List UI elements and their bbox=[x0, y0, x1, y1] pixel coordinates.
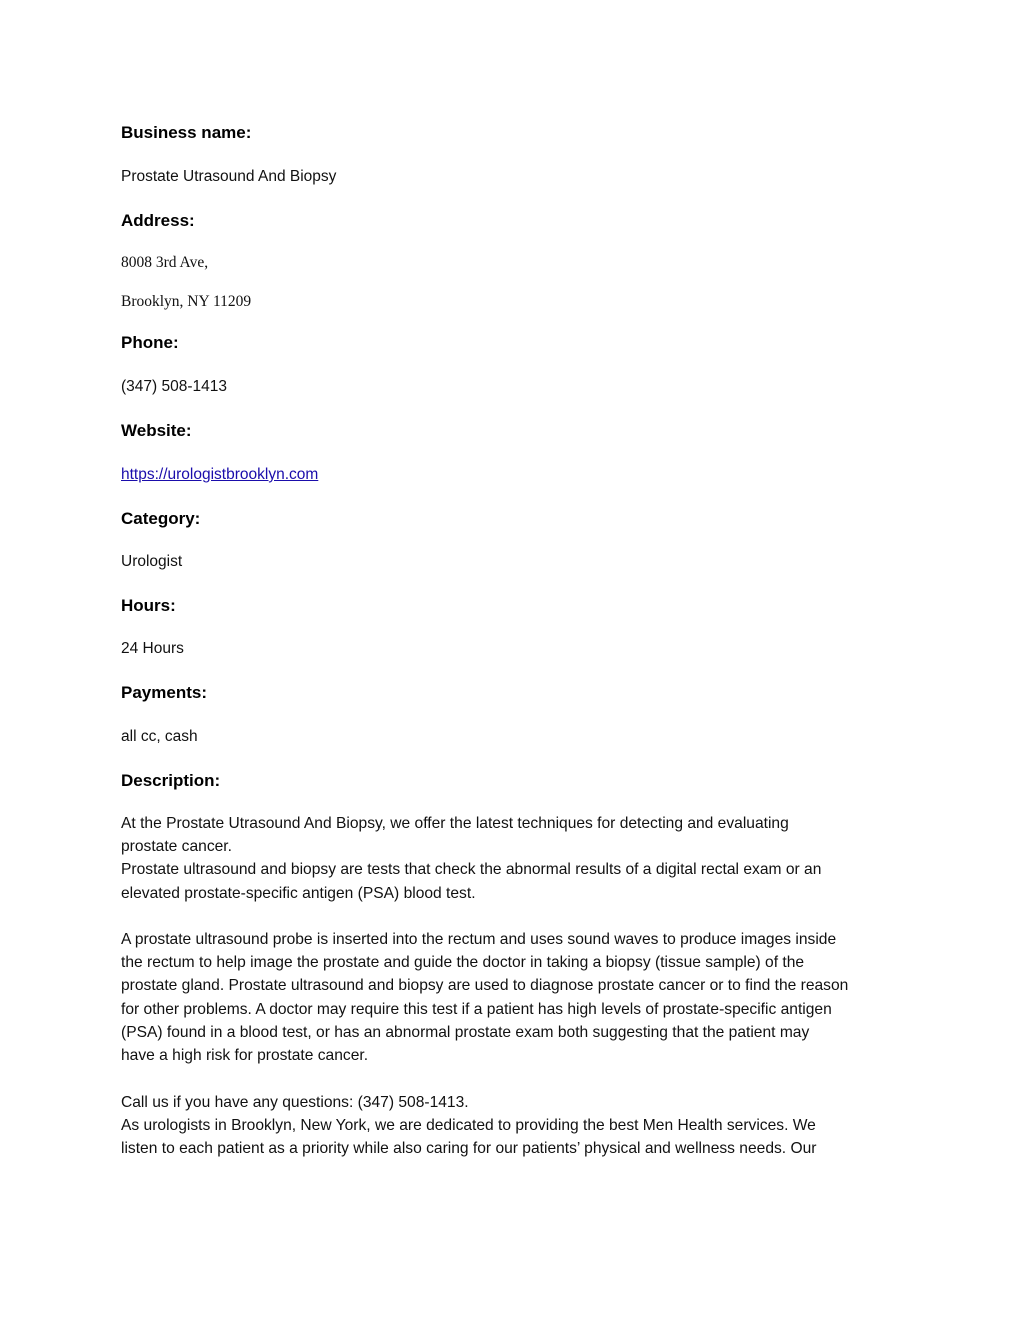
description-line: prostate gland. Prostate ultrasound and biopsy are used to diagnose prostate cancer or to find the reason bbox=[121, 977, 849, 995]
description-line: A prostate ultrasound probe is inserted into the rectum and uses sound waves to produce images inside bbox=[121, 931, 837, 948]
phone-value: (347) 508-1413 bbox=[121, 378, 227, 395]
category-value: Urologist bbox=[121, 553, 183, 570]
description-line: listen to each patient as a priority while also caring for our patients’ physical and wellness needs. Our bbox=[121, 1140, 817, 1158]
hours-label: Hours: bbox=[121, 596, 176, 615]
payments-label: Payments: bbox=[121, 683, 207, 702]
description-line: Call us if you have any questions: (347) 508-1413. bbox=[121, 1094, 469, 1111]
address-line-2: Brooklyn, NY 11209 bbox=[121, 293, 252, 310]
description-line: (PSA) found in a blood test, or has an abnormal prostate exam both suggesting that the patient may bbox=[121, 1023, 810, 1041]
payments-value: all cc, cash bbox=[121, 728, 198, 745]
business-name-label: Business name: bbox=[121, 123, 252, 142]
description-line: At the Prostate Utrasound And Biopsy, we offer the latest techniques for detecting and evaluating bbox=[121, 815, 789, 832]
hours-value: 24 Hours bbox=[121, 640, 184, 657]
address-line-1: 8008 3rd Ave, bbox=[121, 254, 209, 271]
description-line: Prostate ultrasound and biopsy are tests that check the abnormal results of a digital rectal exam or an bbox=[121, 861, 822, 879]
website-label: Website: bbox=[121, 421, 192, 440]
description-paragraph-3 bbox=[121, 1091, 911, 1161]
business-name-value: Prostate Utrasound And Biopsy bbox=[121, 168, 337, 185]
description-line: As urologists in Brooklyn, New York, we are dedicated to providing the best Men Health services. We bbox=[121, 1117, 816, 1135]
description-line: have a high risk for prostate cancer. bbox=[121, 1047, 369, 1065]
phone-label: Phone: bbox=[121, 333, 179, 352]
description-line: the rectum to help image the prostate and guide the doctor in taking a biopsy (tissue sample) of the bbox=[121, 954, 805, 972]
description-paragraph-1 bbox=[121, 812, 911, 905]
description-paragraph-2 bbox=[121, 928, 911, 1067]
description-line: elevated prostate-specific antigen (PSA) blood test. bbox=[121, 884, 476, 902]
description-line: for other problems. A doctor may require this test if a patient has high levels of prostate-specific antigen bbox=[121, 1000, 832, 1018]
website-link[interactable]: https://urologistbrooklyn.com bbox=[121, 466, 319, 483]
category-label: Category: bbox=[121, 509, 201, 528]
description-line: prostate cancer. bbox=[121, 838, 232, 856]
address-label: Address: bbox=[121, 211, 195, 230]
description-label: Description: bbox=[121, 771, 221, 790]
